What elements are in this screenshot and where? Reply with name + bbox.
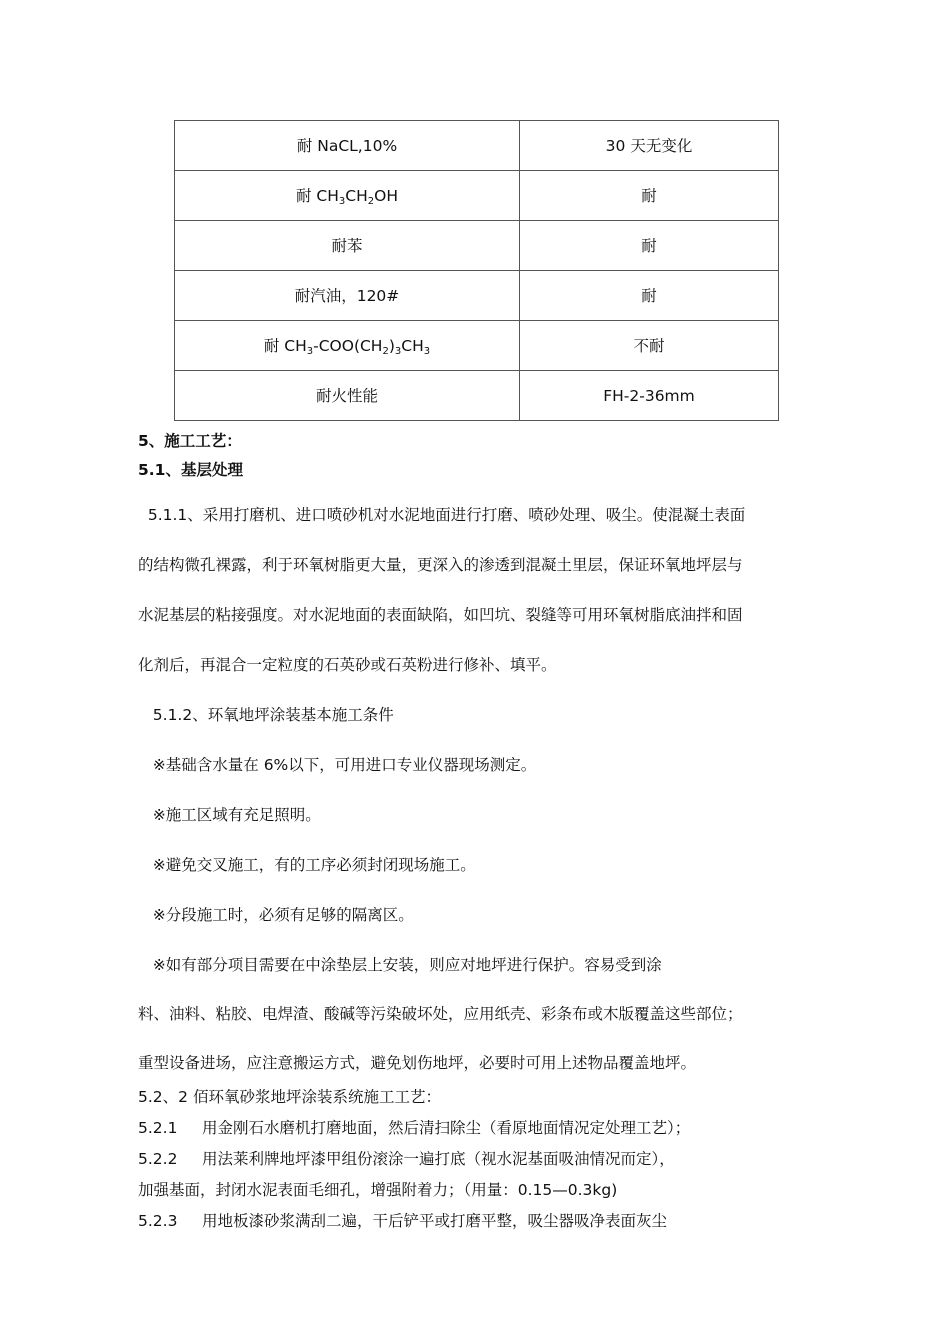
- step-item: [138, 1118, 690, 1138]
- paragraph-line: 5.1.1、采用打磨机、进口喷砂机对水泥地面进行打磨、喷砂处理、吸尘。使混凝土表面: [138, 506, 746, 524]
- step-item: [138, 1149, 675, 1169]
- paragraph-line: 化剂后，再混合一定粒度的石英砂或石英粉进行修补、填平。: [138, 656, 557, 674]
- condition-item: ※施工区域有充足照明。: [138, 806, 321, 824]
- step-number: 5.2.2: [138, 1150, 178, 1168]
- step-item: [138, 1211, 667, 1231]
- property-cell: 耐火性能: [175, 371, 520, 421]
- paragraph-line: 的结构微孔裸露，利于环氧树脂更大量，更深入的渗透到混凝土里层，保证环氧地坪层与: [138, 556, 743, 574]
- table-row: [175, 371, 779, 421]
- subsection-heading: 5.1.2、环氧地坪涂装基本施工条件: [138, 706, 394, 724]
- condition-item: ※避免交叉施工，有的工序必须封闭现场施工。: [138, 856, 476, 874]
- step-text: 用地板漆砂浆满刮二遍，干后铲平或打磨平整，吸尘器吸净表面灰尘: [202, 1212, 668, 1230]
- result-cell: 耐: [520, 221, 779, 271]
- result-cell: FH-2-36mm: [520, 371, 779, 421]
- paragraph-line: 重型设备进场，应注意搬运方式，避免划伤地坪，必要时可用上述物品覆盖地坪。: [138, 1054, 697, 1072]
- condition-item: ※基础含水量在 6%以下，可用进口专业仪器现场测定。: [138, 756, 537, 774]
- property-cell: 耐 NaCL,10%: [175, 121, 520, 171]
- property-cell: 耐汽油，120#: [175, 271, 520, 321]
- result-cell: 耐: [520, 271, 779, 321]
- property-cell: 耐 $CH_3CH_2OH$: [175, 171, 520, 221]
- step-text: 用法莱利牌地坪漆甲组份滚涂一遍打底（视水泥基面吸油情况而定），: [202, 1150, 675, 1168]
- step-number: 5.2.1: [138, 1119, 178, 1137]
- result-cell: 不耐: [520, 321, 779, 371]
- chemical-resistance-table: [174, 120, 779, 421]
- property-cell: 耐苯: [175, 221, 520, 271]
- table-row: [175, 221, 779, 271]
- table-row: [175, 271, 779, 321]
- condition-item: ※分段施工时，必须有足够的隔离区。: [138, 906, 414, 924]
- table-row: [175, 321, 779, 371]
- property-cell: 耐 $CH_3-COO(CH_2)_3CH_3$: [175, 321, 520, 371]
- section-heading: 5、施工工艺：: [138, 432, 242, 450]
- table-row: [175, 171, 779, 221]
- paragraph-line: 水泥基层的粘接强度。对水泥地面的表面缺陷，如凹坑、裂缝等可用环氧树脂底油拌和固: [138, 606, 743, 624]
- condition-item: ※如有部分项目需要在中涂垫层上安装，则应对地坪进行保护。容易受到涂: [138, 956, 662, 974]
- result-cell: 耐: [520, 171, 779, 221]
- result-cell: 30 天无变化: [520, 121, 779, 171]
- step-number: 5.2.3: [138, 1212, 178, 1230]
- paragraph-line: 料、油料、粘胶、电焊渣、酸碱等污染破坏处，应用纸壳、彩条布或木版覆盖这些部位；: [138, 1005, 743, 1023]
- table-row: [175, 121, 779, 171]
- subsection-heading: 5.2、2 佰环氧砂浆地坪涂装系统施工工艺：: [138, 1088, 441, 1106]
- step-text: 用金刚石水磨机打磨地面，然后清扫除尘（看原地面情况定处理工艺）；: [202, 1119, 691, 1137]
- subsection-heading: 5.1、基层处理: [138, 461, 243, 479]
- step-continuation: 加强基面，封闭水泥表面毛细孔，增强附着力；（用量：0.15—0.3kg): [138, 1181, 618, 1199]
